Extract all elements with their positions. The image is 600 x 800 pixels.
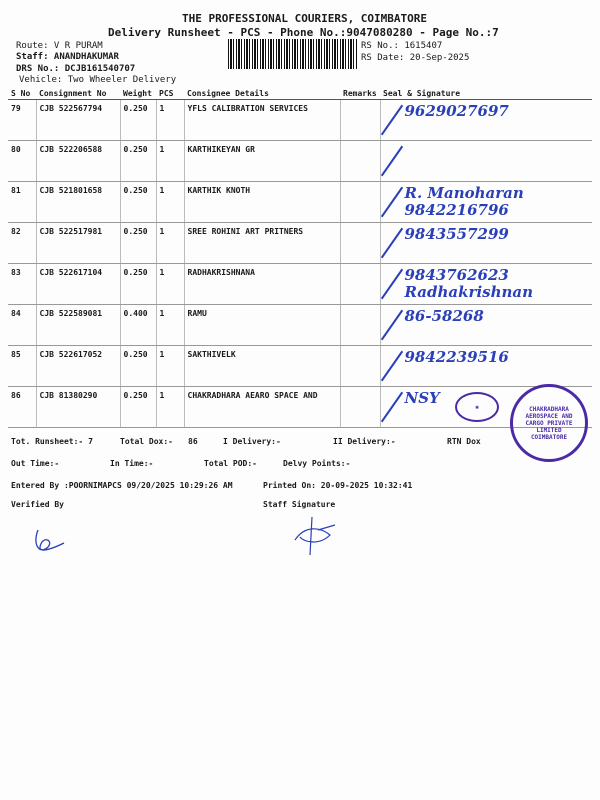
seal-signature [380, 305, 592, 346]
consignment-no: CJB 522567794 [36, 100, 120, 141]
total-pod: Total POD:- [204, 459, 257, 468]
rs-date: RS Date: 20-Sep-2025 [361, 53, 470, 63]
pcs: 1 [156, 100, 184, 141]
company-stamp: CHAKRADHARA AEROSPACE AND CARGO PRIVATE LIMITED COIMBATORE [510, 384, 588, 462]
weight: 0.400 [120, 305, 156, 346]
company-title: THE PROFESSIONAL COURIERS, COIMBATORE [182, 12, 428, 25]
handwritten-signature: R. Manoharan 9842216796 [404, 184, 524, 219]
pcs: 1 [156, 182, 184, 223]
consignment-no: CJB 81380290 [36, 387, 120, 428]
remarks [340, 223, 380, 264]
check-mark [380, 228, 402, 259]
serial-no: 79 [8, 100, 36, 141]
consignment-no: CJB 522206588 [36, 141, 120, 182]
consignee-name: KARTHIKEYAN GR [184, 141, 340, 182]
table-row [8, 182, 592, 223]
consignment-no: CJB 522589081 [36, 305, 120, 346]
handwritten-signature: 9842239516 [404, 348, 509, 366]
serial-no: 85 [8, 346, 36, 387]
check-mark [380, 392, 402, 423]
remarks [340, 346, 380, 387]
ii-delivery: II Delivery:- [333, 437, 396, 446]
consignee-name: RAMU [184, 305, 340, 346]
handwritten-signature: 9629027697 [404, 102, 509, 120]
seal-signature [380, 223, 592, 264]
runsheet-subtitle: Delivery Runsheet - PCS - Phone No.:9047080280 - Page No.:7 [108, 26, 499, 39]
seal-signature [380, 182, 592, 223]
consignee-name: SREE ROHINI ART PRITNERS [184, 223, 340, 264]
remarks [340, 182, 380, 223]
weight: 0.250 [120, 387, 156, 428]
entered-by: Entered By :POORNIMAPCS 09/20/2025 10:29:26 AM [11, 481, 233, 490]
weight: 0.250 [120, 223, 156, 264]
remarks [340, 100, 380, 141]
printed-on: Printed On: 20-09-2025 10:32:41 [263, 481, 413, 490]
seal-signature [380, 100, 592, 141]
remarks [340, 264, 380, 305]
table-row [8, 223, 592, 264]
seal-signature [380, 346, 592, 387]
check-mark [380, 351, 402, 382]
remarks [340, 387, 380, 428]
pcs: 1 [156, 305, 184, 346]
consignment-no: CJB 521801658 [36, 182, 120, 223]
col-sno: S No [8, 87, 36, 100]
verified-by: Verified By [11, 500, 64, 509]
remarks [340, 305, 380, 346]
serial-no: 80 [8, 141, 36, 182]
check-mark [380, 146, 402, 177]
barcode [228, 39, 358, 69]
out-time: Out Time:- [11, 459, 60, 468]
table-row [8, 346, 592, 387]
consignee-name: SAKTHIVELK [184, 346, 340, 387]
col-remarks: Remarks [340, 87, 380, 100]
weight: 0.250 [120, 100, 156, 141]
weight: 0.250 [120, 346, 156, 387]
table-row [8, 264, 592, 305]
table-row [8, 141, 592, 182]
consignment-table [8, 87, 592, 428]
table-row [8, 387, 592, 428]
pcs: 1 [156, 264, 184, 305]
drs-no: DRS No.: DCJB161540707 [16, 64, 136, 74]
rtn-dox: RTN Dox [447, 437, 481, 446]
staff-signature-mark [290, 515, 340, 560]
check-mark [380, 187, 402, 218]
staff-signature: Staff Signature [263, 500, 336, 509]
serial-no: 83 [8, 264, 36, 305]
total-dox: Total Dox:- [120, 437, 173, 446]
check-mark [380, 310, 402, 341]
consignment-no: CJB 522517981 [36, 223, 120, 264]
handwritten-signature: 9843557299 [404, 225, 509, 243]
col-weight: Weight [120, 87, 156, 100]
consignment-no: CJB 522617104 [36, 264, 120, 305]
serial-no: 84 [8, 305, 36, 346]
serial-no: 86 [8, 387, 36, 428]
in-time: In Time:- [110, 459, 154, 468]
seal-signature [380, 264, 592, 305]
check-mark [380, 269, 402, 300]
serial-no: 81 [8, 182, 36, 223]
verifier-signature [30, 525, 70, 560]
col-seal: Seal & Signature [380, 87, 592, 100]
consignee-name: KARTHIK KNOTH [184, 182, 340, 223]
delvy-points: Delvy Points:- [283, 459, 351, 468]
i-delivery: I Delivery:- [223, 437, 281, 446]
handwritten-signature: 86-58268 [404, 307, 484, 325]
total-dox-value: 86 [188, 437, 198, 446]
pcs: 1 [156, 223, 184, 264]
stamp-small: ✱ [455, 392, 499, 422]
handwritten-signature: NSY [404, 389, 440, 407]
serial-no: 82 [8, 223, 36, 264]
col-consignee: Consignee Details [184, 87, 340, 100]
weight: 0.250 [120, 182, 156, 223]
staff: Staff: ANANDHAKUMAR [16, 52, 119, 62]
table-row [8, 305, 592, 346]
col-consignment: Consignment No [36, 87, 120, 100]
vehicle: Vehicle: Two Wheeler Delivery [19, 75, 177, 85]
col-pcs: PCS [156, 87, 184, 100]
route: Route: V R PURAM [16, 41, 103, 51]
table-row [8, 100, 592, 141]
pcs: 1 [156, 387, 184, 428]
pcs: 1 [156, 346, 184, 387]
pcs: 1 [156, 141, 184, 182]
consignee-name: YFLS CALIBRATION SERVICES [184, 100, 340, 141]
weight: 0.250 [120, 141, 156, 182]
consignee-name: CHAKRADHARA AEARO SPACE AND [184, 387, 340, 428]
weight: 0.250 [120, 264, 156, 305]
rs-no: RS No.: 1615407 [361, 41, 443, 51]
handwritten-signature: 9843762623 Radhakrishnan [404, 266, 534, 301]
consignee-name: RADHAKRISHNANA [184, 264, 340, 305]
check-mark [380, 105, 402, 136]
remarks [340, 141, 380, 182]
seal-signature [380, 141, 592, 182]
tot-runsheet: Tot. Runsheet:- 7 [11, 437, 93, 446]
consignment-no: CJB 522617052 [36, 346, 120, 387]
